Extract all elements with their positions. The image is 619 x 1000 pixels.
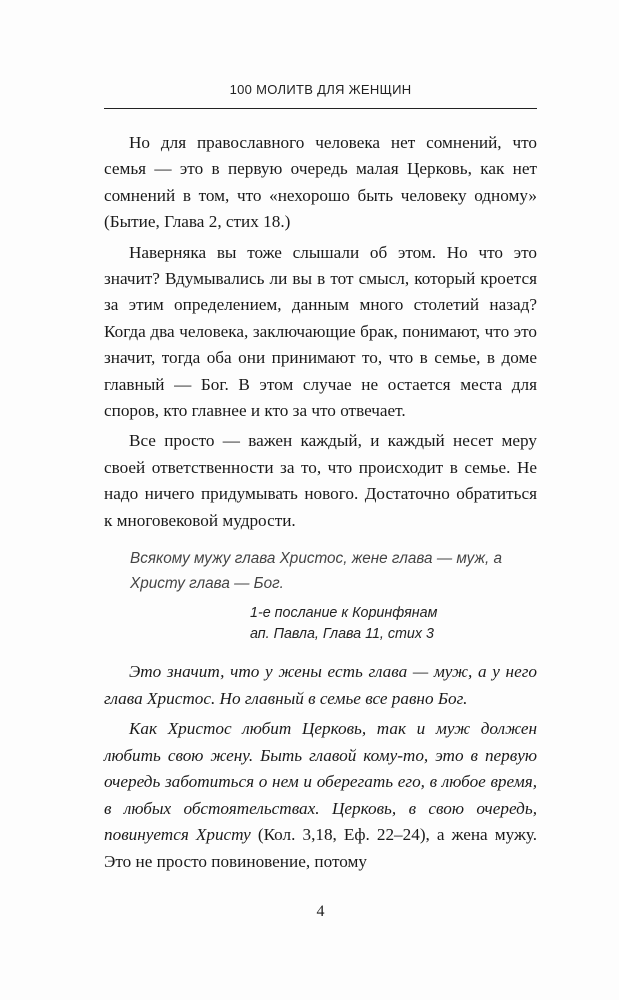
paragraph-5 [104,716,537,875]
paragraph-5-roman: (Кол. 3,18, Еф. 22–24), а жена мужу. Это не просто повиновение, потому [104,825,538,871]
paragraph-3: Все просто — важен каждый, и каждый несет меру своей ответственности за то, что происходит в семье. Не надо ничего придумывать нового. Достаточно обратиться к многовековой мудрости. [104,431,537,530]
paragraph-2: Наверняка вы тоже слышали об этом. Но что это значит? Вдумывались ли вы в тот смысл, который кроется за этим определением, данным много столетий назад? Когда два человека, заключающие брак, понимают, что это значит, тогда оба они принимают то, что в семье, в доме главный — Бог. В этом случае не остается места для споров, кто главнее и кто за что отвечает. [104,242,537,421]
paragraph-1: Но для православного человека нет сомнений, что семья — это в первую очередь малая Церковь, как нет сомнений в том, что «нехорошо быть человеку одному» (Бытие, Глава 2, стих 18.) [104,133,537,232]
main-text [104,130,537,534]
page-number: 4 [316,903,325,920]
continued-text [104,659,537,875]
quote-source [250,603,522,645]
paragraph-5-italic: Как Христос любит Церковь, так и муж должен любить свою жену. Быть главой кому-то, это в первую очередь заботиться о нем и оберегать его, в любое время, в любых обстоятельствах. Церковь, в свою очередь, повинуется Христу [104,719,537,844]
quote-source-line-1: 1-е послание к Коринфянам [250,605,438,621]
header-rule [104,108,537,109]
quote-source-line-2: ап. Павла, Глава 11, стих 3 [250,626,434,642]
running-head: 100 МОЛИТВ ДЛЯ ЖЕНЩИН [229,82,412,97]
epigraph-quote: Всякому мужу глава Христос, жене глава — муж, а Христу глава — Бог. [130,550,503,592]
paragraph-4: Это значит, что у жены есть глава — муж, а у него глава Христос. Но главный в семье все равно Бог. [104,662,537,708]
